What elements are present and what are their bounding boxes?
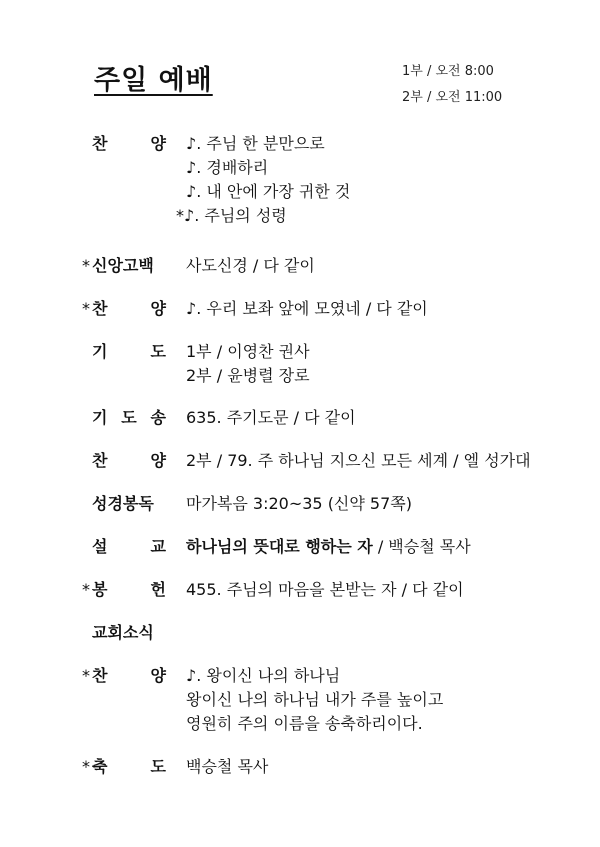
order-content bbox=[186, 449, 531, 473]
required-star: * bbox=[82, 666, 90, 685]
content-line: ♪. 주님 한 분만으로 bbox=[186, 134, 325, 153]
order-label: 기 도 송 bbox=[92, 408, 166, 427]
order-content bbox=[186, 664, 443, 736]
order-content bbox=[186, 755, 268, 779]
required-star: * bbox=[82, 757, 90, 776]
content-line: 사도신경 / 다 같이 bbox=[186, 256, 315, 275]
order-content bbox=[186, 535, 471, 559]
content-line: 2부 / 79. 주 하나님 지으신 모든 세계 / 엘 성가대 bbox=[186, 451, 531, 470]
order-content bbox=[186, 578, 464, 602]
order-label: 찬 양 bbox=[92, 666, 166, 685]
content-line: 백승철 목사 bbox=[186, 757, 269, 776]
order-label: 신앙고백 bbox=[92, 256, 154, 275]
content-line: 635. 주기도문 / 다 같이 bbox=[186, 408, 356, 427]
content-line: 영원히 주의 이름을 송축하리이다. bbox=[186, 714, 423, 733]
content-line: ♪. 우리 보좌 앞에 모였네 / 다 같이 bbox=[186, 299, 428, 318]
content-line: 왕이신 나의 하나님 내가 주를 높이고 bbox=[186, 690, 444, 709]
content-line: ♪. 경배하리 bbox=[186, 158, 269, 177]
content-line: 2부 / 윤병렬 장로 bbox=[186, 366, 310, 385]
order-label: 봉 헌 bbox=[92, 580, 166, 599]
content-line: 1부 / 이영찬 권사 bbox=[186, 342, 310, 361]
page-title: 주일 예배 bbox=[94, 65, 213, 96]
order-content bbox=[186, 492, 412, 516]
required-star: * bbox=[82, 256, 90, 275]
order-label: 찬 양 bbox=[92, 134, 166, 153]
sermon-speaker: / 백승철 목사 bbox=[372, 537, 471, 556]
order-label: 찬 양 bbox=[92, 451, 166, 470]
content-line: 455. 주님의 마음을 본받는 자 / 다 같이 bbox=[186, 580, 464, 599]
order-content bbox=[186, 406, 356, 430]
order-label: 기 도 bbox=[92, 342, 166, 361]
service-time-2: 2부 / 오전 11:00 bbox=[402, 90, 503, 105]
order-content bbox=[176, 132, 351, 228]
order-content bbox=[186, 254, 315, 278]
order-label: 찬 양 bbox=[92, 299, 166, 318]
order-label: 설 교 bbox=[92, 537, 166, 556]
order-content bbox=[186, 340, 310, 388]
content-line: *♪. 주님의 성령 bbox=[176, 206, 287, 225]
order-label: 교회소식 bbox=[92, 623, 154, 642]
service-time-1: 1부 / 오전 8:00 bbox=[402, 64, 494, 79]
content-line: ♪. 내 안에 가장 귀한 것 bbox=[186, 182, 351, 201]
content-line: ♪. 왕이신 나의 하나님 bbox=[186, 666, 341, 685]
sermon-title: 하나님의 뜻대로 행하는 자 bbox=[186, 537, 373, 556]
required-star: * bbox=[82, 580, 90, 599]
required-star: * bbox=[82, 299, 90, 318]
order-label: 성경봉독 bbox=[92, 494, 154, 513]
order-content bbox=[186, 297, 428, 321]
order-label: 축 도 bbox=[92, 757, 166, 776]
content-line: 마가복음 3:20~35 (신약 57쪽) bbox=[186, 494, 412, 513]
